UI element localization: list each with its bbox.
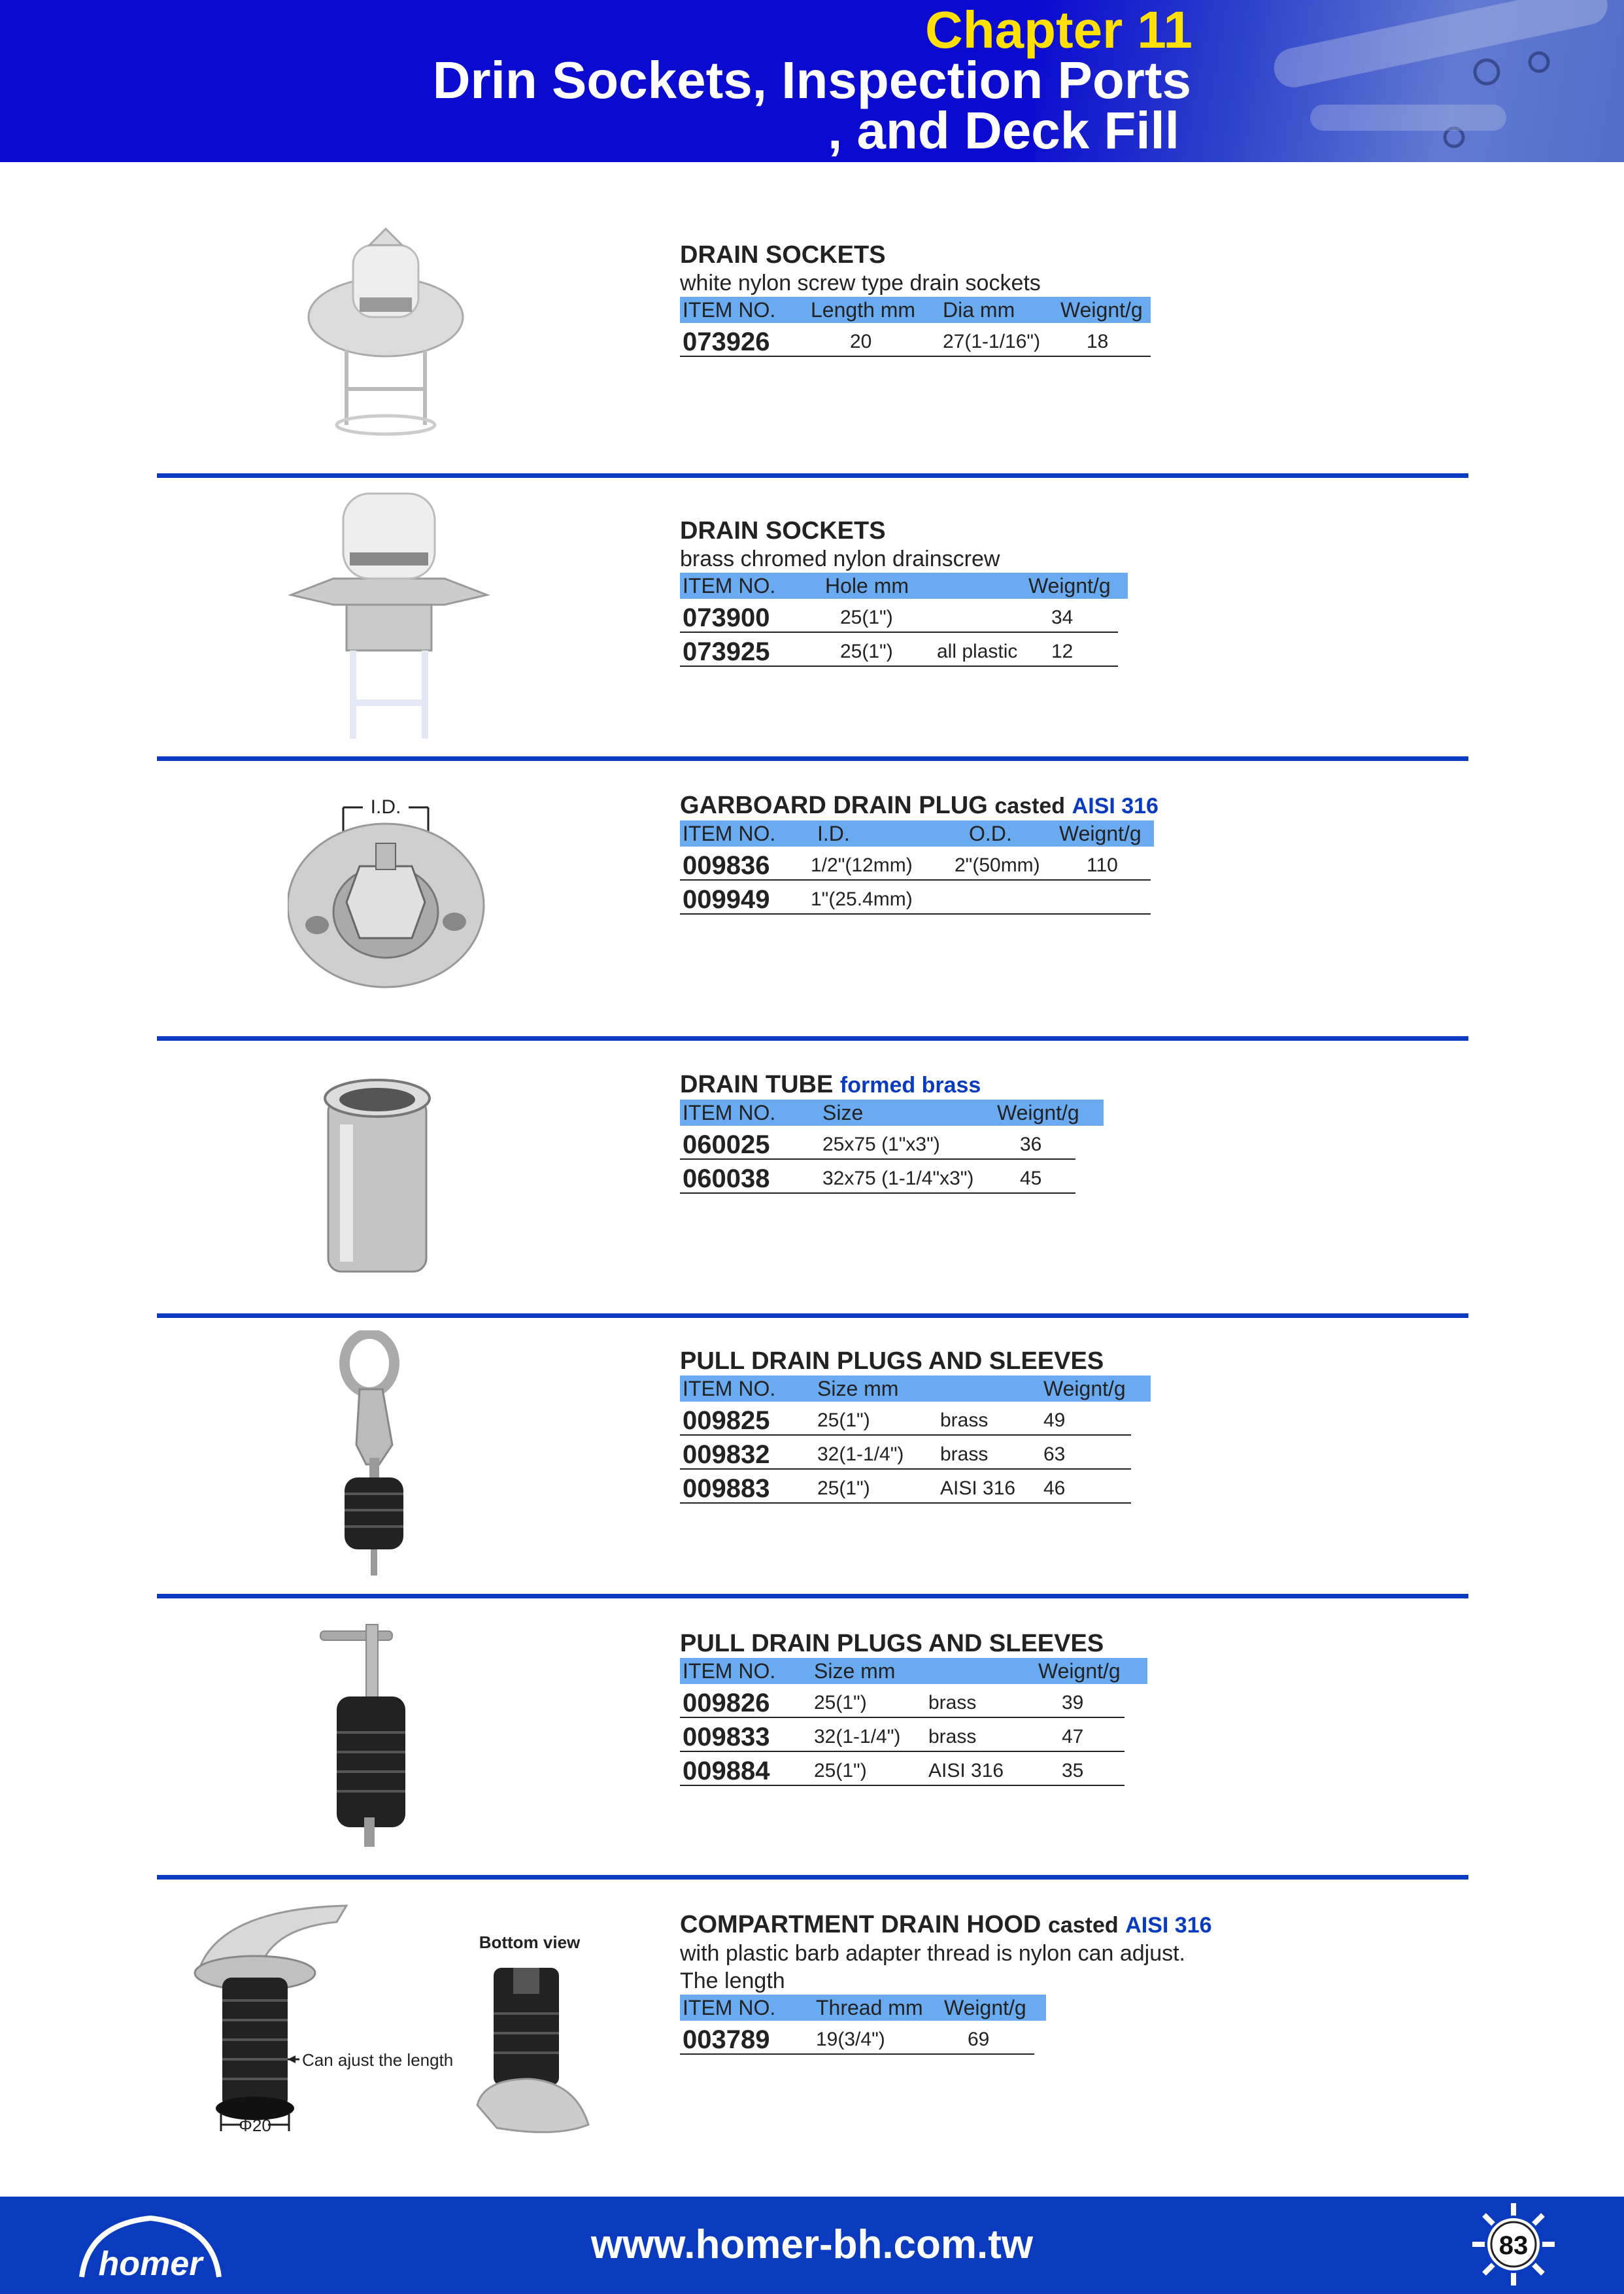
- section-divider: [157, 473, 1468, 478]
- hole: 25(1"): [840, 607, 893, 628]
- chapter-header: [0, 0, 1624, 162]
- item-no: 003789: [683, 2025, 770, 2054]
- material: AISI 316: [940, 1477, 1016, 1499]
- product-pull-drain-plugs-1: [680, 1347, 1160, 1504]
- product-title: DRAIN SOCKETS: [680, 517, 886, 545]
- weight: 46: [1043, 1477, 1066, 1499]
- table-row: [680, 1684, 1125, 1718]
- product-drain-sockets-brass: [680, 516, 1128, 667]
- pull-drain-plug-ring-image: [330, 1330, 435, 1579]
- chapter-number: Chapter 11: [924, 1, 1193, 59]
- garboard-drain-plug-image: [288, 791, 497, 1000]
- thread: 19(3/4"): [816, 2029, 885, 2050]
- size: 25(1"): [814, 1760, 867, 1781]
- table-header: [680, 1658, 1147, 1684]
- product-pull-drain-plugs-2: [680, 1629, 1160, 1786]
- section-divider: [157, 1594, 1468, 1598]
- size: 32(1-1/4"): [817, 1443, 904, 1465]
- weight: 69: [968, 2029, 990, 2050]
- item-no: 009825: [683, 1406, 770, 1435]
- material: all plastic: [937, 641, 1018, 662]
- table-header: [680, 297, 1151, 323]
- item-no: 073925: [683, 637, 770, 666]
- col-weight: Weignt/g: [1059, 822, 1142, 845]
- material-accent: AISI 316: [1072, 794, 1159, 818]
- size: 32(1-1/4"): [814, 1726, 901, 1747]
- table-row: [680, 1160, 1075, 1194]
- table-header: [680, 1375, 1151, 1402]
- col-size: Size: [822, 1101, 864, 1124]
- table-row: [680, 323, 1151, 357]
- col-size: Size mm: [814, 1659, 896, 1683]
- weight: 18: [1087, 331, 1109, 352]
- item-no: 009832: [683, 1440, 770, 1469]
- id-label: I.D.: [370, 796, 401, 818]
- item-no: 073900: [683, 603, 770, 632]
- col-item-no: ITEM NO.: [683, 1659, 776, 1683]
- col-item-no: ITEM NO.: [683, 298, 776, 322]
- weight: 34: [1051, 607, 1074, 628]
- dia: 27(1-1/16"): [943, 331, 1041, 352]
- product-description: with plastic barb adapter thread is nylon can adjust.: [680, 1941, 1186, 1966]
- size: 32x75 (1-1/4"x3"): [822, 1168, 974, 1189]
- item-no: 009833: [683, 1723, 770, 1751]
- table-row: [680, 1126, 1075, 1160]
- col-item-no: ITEM NO.: [683, 1377, 776, 1400]
- table-row: [680, 1402, 1131, 1436]
- col-weight: Weignt/g: [1043, 1377, 1126, 1400]
- material: brass: [928, 1726, 977, 1747]
- product-title: PULL DRAIN PLUGS AND SLEEVES: [680, 1347, 1104, 1375]
- size: 25(1"): [817, 1477, 870, 1499]
- homer-logo-icon: [72, 2202, 229, 2287]
- chapter-title-line1: Drin Sockets, Inspection Ports: [432, 51, 1191, 109]
- item-no: 073926: [683, 328, 770, 356]
- compartment-drain-hood-image: [190, 1902, 608, 2138]
- table-row: [680, 599, 1118, 633]
- col-item-no: ITEM NO.: [683, 822, 776, 845]
- product-title: COMPARTMENT DRAIN HOOD: [680, 1911, 1041, 1938]
- col-item-no: ITEM NO.: [683, 574, 776, 598]
- weight: 36: [1020, 1134, 1042, 1155]
- col-weight: Weignt/g: [1060, 298, 1143, 322]
- table-header: [680, 573, 1128, 599]
- col-item-no: ITEM NO.: [683, 1996, 776, 2019]
- table-header: [680, 1995, 1046, 2021]
- drain-socket-white-image: [307, 226, 464, 441]
- col-item-no: ITEM NO.: [683, 1101, 776, 1124]
- table-row: [680, 881, 1151, 915]
- drain-socket-brass-image: [288, 487, 490, 749]
- section-divider: [157, 756, 1468, 761]
- item-no: 009883: [683, 1474, 770, 1503]
- col-size: Size mm: [817, 1377, 899, 1400]
- table-row: [680, 1718, 1125, 1752]
- item-no: 009836: [683, 851, 770, 880]
- material-accent: AISI 316: [1125, 1913, 1212, 1938]
- product-title: GARBOARD DRAIN PLUG: [680, 792, 988, 819]
- footer-bar: [0, 2197, 1624, 2294]
- weight: 47: [1062, 1726, 1084, 1747]
- col-weight: Weignt/g: [997, 1101, 1079, 1124]
- id: 1/2"(12mm): [811, 854, 913, 876]
- weight: 35: [1062, 1760, 1084, 1781]
- table-row: [680, 1470, 1131, 1504]
- size: 25(1"): [817, 1409, 870, 1431]
- weight: 12: [1051, 641, 1074, 662]
- item-no: 009949: [683, 885, 770, 914]
- material-note: casted: [1047, 1913, 1119, 1938]
- logo-text: homer: [98, 2245, 203, 2283]
- product-drain-tube: [680, 1070, 1138, 1194]
- od: 2"(50mm): [955, 854, 1040, 876]
- col-id: I.D.: [817, 822, 850, 845]
- size: 25(1"): [814, 1692, 867, 1713]
- col-hole: Hole mm: [825, 574, 909, 598]
- table-header: [680, 1100, 1104, 1126]
- item-no: 060038: [683, 1164, 770, 1193]
- table-row: [680, 847, 1151, 881]
- table-row: [680, 1752, 1125, 1786]
- adjust-length-label: Can ajust the length: [302, 2050, 454, 2070]
- size: 25x75 (1"x3"): [822, 1134, 940, 1155]
- material: brass: [928, 1692, 977, 1713]
- section-divider: [157, 1313, 1468, 1318]
- weight: 49: [1043, 1409, 1066, 1431]
- weight: 110: [1087, 854, 1118, 876]
- product-garboard-drain-plug: [680, 791, 1160, 915]
- diameter-label: Φ20: [239, 2116, 271, 2135]
- product-compartment-drain-hood: [680, 1910, 1308, 2055]
- product-description: white nylon screw type drain sockets: [680, 271, 1041, 295]
- product-title-line: [680, 1910, 1308, 1940]
- weight: 63: [1043, 1443, 1066, 1465]
- weight: 45: [1020, 1168, 1042, 1189]
- weight: 39: [1062, 1692, 1084, 1713]
- product-title: PULL DRAIN PLUGS AND SLEEVES: [680, 1630, 1104, 1657]
- col-od: O.D.: [969, 822, 1012, 845]
- product-title: DRAIN TUBE: [680, 1071, 834, 1098]
- col-dia: Dia mm: [943, 298, 1015, 322]
- table-row: [680, 2021, 1034, 2055]
- col-weight: Weignt/g: [1038, 1659, 1121, 1683]
- drain-tube-image: [320, 1079, 438, 1275]
- product-description-2: The length: [680, 1968, 785, 1993]
- col-length: Length mm: [811, 298, 916, 322]
- page-number: 83: [1498, 2231, 1529, 2260]
- material: AISI 316: [928, 1760, 1004, 1781]
- col-weight: Weignt/g: [944, 1996, 1026, 2019]
- item-no: 060025: [683, 1130, 770, 1159]
- hole: 25(1"): [840, 641, 893, 662]
- table-header: [680, 820, 1154, 847]
- ships-wheel-page-icon: [1471, 2202, 1556, 2287]
- col-thread: Thread mm: [816, 1996, 923, 2019]
- material-note: casted: [994, 794, 1066, 818]
- table-row: [680, 1436, 1131, 1470]
- material: brass: [940, 1443, 989, 1465]
- table-row: [680, 633, 1118, 667]
- item-no: 009826: [683, 1689, 770, 1717]
- section-divider: [157, 1875, 1468, 1880]
- product-title-line: [680, 1070, 1138, 1100]
- chapter-title-line2: , and Deck Fill: [828, 101, 1179, 160]
- length: 20: [850, 331, 872, 352]
- product-description: brass chromed nylon drainscrew: [680, 547, 1000, 571]
- item-no: 009884: [683, 1757, 770, 1785]
- material: brass: [940, 1409, 989, 1431]
- col-weight: Weignt/g: [1028, 574, 1111, 598]
- bottom-view-label: Bottom view: [479, 1932, 581, 1952]
- product-drain-sockets-white: [680, 241, 1151, 357]
- id: 1"(25.4mm): [811, 888, 913, 910]
- section-divider: [157, 1036, 1468, 1041]
- pull-drain-plug-t-handle-image: [317, 1621, 435, 1850]
- product-title-line: [680, 791, 1160, 820]
- product-title: DRAIN SOCKETS: [680, 241, 886, 269]
- material-accent: formed brass: [839, 1073, 981, 1098]
- website-url[interactable]: www.homer-bh.com.tw: [590, 2222, 1034, 2267]
